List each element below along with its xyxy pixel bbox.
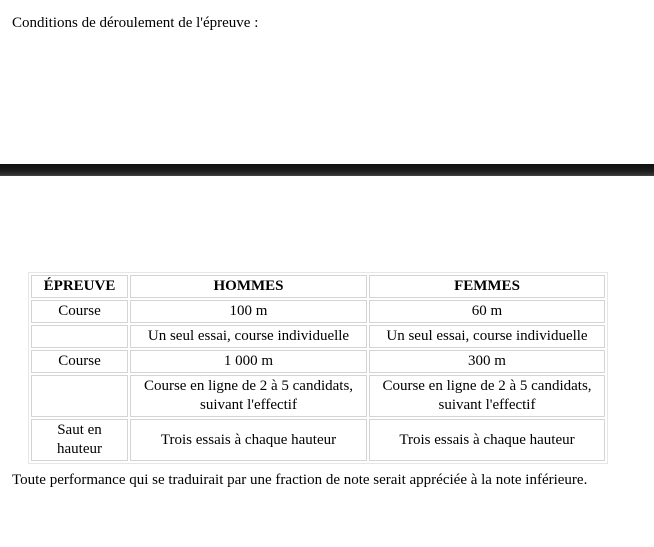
table-cell: Course: [31, 350, 128, 373]
table-cell: Trois essais à chaque hauteur: [130, 419, 367, 461]
table-cell: Course en ligne de 2 à 5 candidats, suivant l'effectif: [369, 375, 605, 417]
table-cell: Trois essais à chaque hauteur: [369, 419, 605, 461]
table-header-row: [31, 275, 605, 298]
table-row: [31, 419, 605, 461]
table-row: [31, 375, 605, 417]
table-cell: [31, 325, 128, 348]
table-cell: 1 000 m: [130, 350, 367, 373]
section-divider-bar: [0, 164, 654, 176]
exam-conditions-table: [28, 272, 608, 464]
table-cell: 300 m: [369, 350, 605, 373]
intro-paragraph: Conditions de déroulement de l'épreuve :: [12, 15, 259, 31]
footer-paragraph: Toute performance qui se traduirait par une fraction de note serait appréciée à la note inférieure.: [12, 472, 588, 488]
column-header-femmes: FEMMES: [369, 275, 605, 298]
table-row: [31, 300, 605, 323]
table-cell: Course en ligne de 2 à 5 candidats, suivant l'effectif: [130, 375, 367, 417]
table-cell: Un seul essai, course individuelle: [130, 325, 367, 348]
table-cell: Saut en hauteur: [31, 419, 128, 461]
table-cell: 100 m: [130, 300, 367, 323]
table-row: [31, 325, 605, 348]
column-header-epreuve: ÉPREUVE: [31, 275, 128, 298]
table-cell: [31, 375, 128, 417]
table-row: [31, 350, 605, 373]
table-cell: Course: [31, 300, 128, 323]
table-cell: 60 m: [369, 300, 605, 323]
column-header-hommes: HOMMES: [130, 275, 367, 298]
table-cell: Un seul essai, course individuelle: [369, 325, 605, 348]
